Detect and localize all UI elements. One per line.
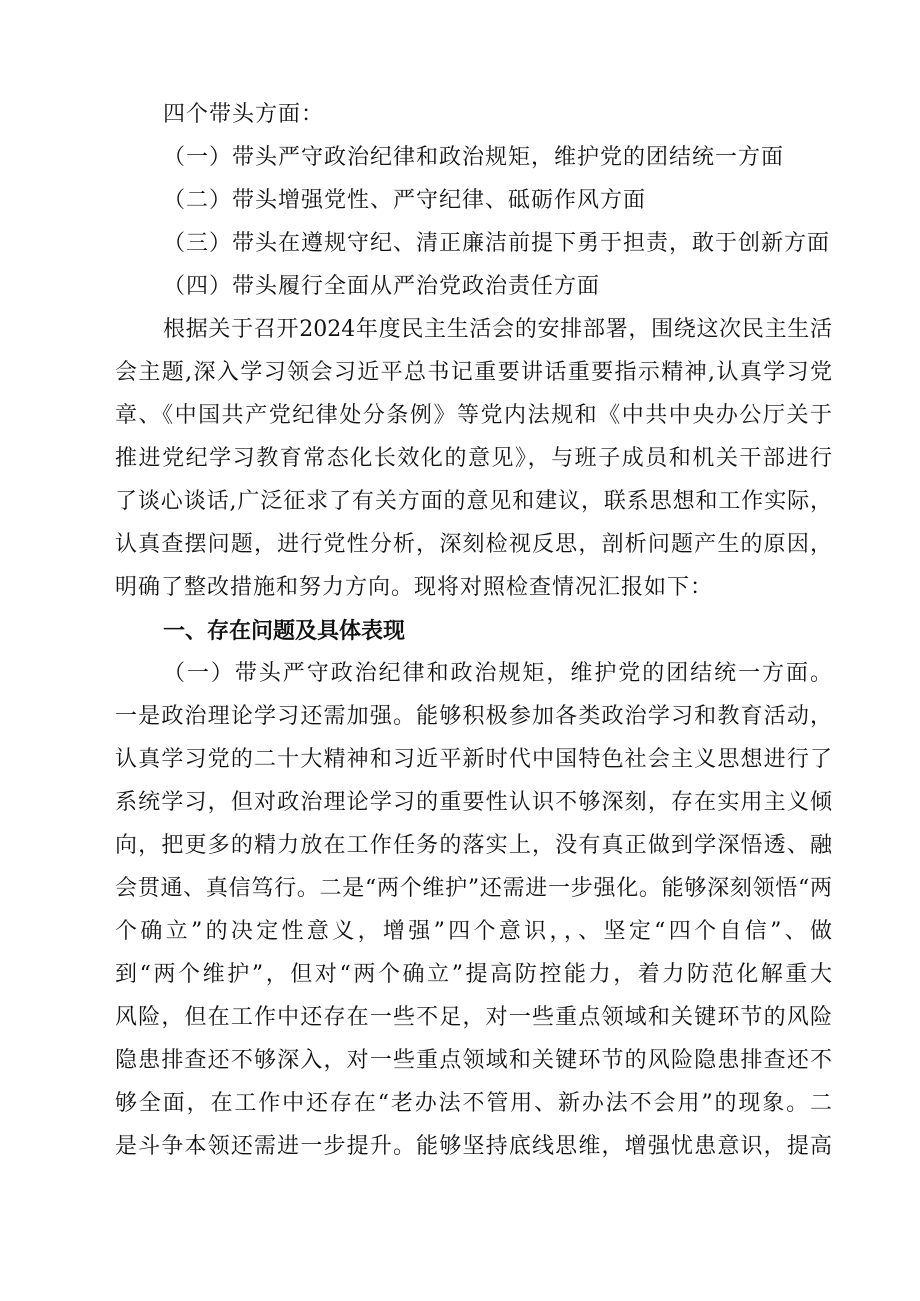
body-line-6: 个确立”的决定性意义，增强”四个意识，，、坚定“四个自信”、做: [115, 919, 832, 944]
intro-lead: 四个带头方面：: [163, 102, 325, 127]
preamble-line-4: 推进党纪学习教育常态化长效化的意见》，与班子成员和机关干部进行: [115, 446, 832, 471]
aspect-item-2: （二）带头增强党性、严守纪律、砥砺作风方面: [163, 188, 647, 213]
preamble-line-6: 认真查摆问题，进行党性分析，深刻检视反思，剖析问题产生的原因，: [115, 532, 832, 557]
preamble-line-5: 了谈心谈话,广泛征求了有关方面的意见和建议，联系思想和工作实际，: [115, 489, 832, 514]
preamble-line-2: 会主题,深入学习领会习近平总书记重要讲话重要指示精神,认真学习党: [115, 360, 832, 385]
body-line-1: 一是政治理论学习还需加强。能够积极参加各类政治学习和教育活动，: [115, 704, 832, 729]
aspect-item-1: （一）带头严守政治纪律和政治规矩，维护党的团结统一方面: [163, 145, 785, 170]
section-heading: 一、存在问题及具体表现: [163, 619, 406, 644]
section-subheading: （一）带头严守政治纪律和政治规矩，维护党的团结统一方面。: [163, 661, 832, 686]
preamble-line-7: 明确了整改措施和努力方向。现将对照检查情况汇报如下：: [115, 575, 714, 600]
body-line-4: 向，把更多的精力放在工作任务的落实上，没有真正做到学深悟透、融: [115, 833, 832, 858]
aspect-item-4: （四）带头履行全面从严治党政治责任方面: [163, 274, 601, 299]
body-line-5: 会贯通、真信笃行。二是“两个维护”还需进一步强化。能够深刻领悟“两: [115, 876, 832, 901]
body-line-11: 是斗争本领还需进一步提升。能够坚持底线思维，增强忧患意识，提高: [115, 1134, 832, 1159]
body-line-10: 够全面，在工作中还存在“老办法不管用、新办法不会用”的现象。二: [115, 1091, 832, 1116]
body-line-9: 隐患排查还不够深入，对一些重点领域和关键环节的风险隐患排查还不: [115, 1048, 832, 1073]
body-line-8: 风险，但在工作中还存在一些不足，对一些重点领域和关键环节的风险: [115, 1005, 832, 1030]
body-line-7: 到“两个维护”，但对“两个确立”提高防控能力，着力防范化解重大: [115, 962, 832, 987]
body-line-2: 认真学习党的二十大精神和习近平新时代中国特色社会主义思想进行了: [115, 747, 832, 772]
preamble-line-1: 根据关于召开2024年度民主生活会的安排部署，围绕这次民主生活: [163, 317, 832, 342]
body-line-3: 系统学习，但对政治理论学习的重要性认识不够深刻，存在实用主义倾: [115, 790, 832, 815]
preamble-line-3: 章、《中国共产党纪律处分条例》等党内法规和《中共中央办公厅关于: [115, 403, 832, 428]
aspect-item-3: （三）带头在遵规守纪、清正廉洁前提下勇于担责，敢于创新方面: [163, 231, 831, 256]
